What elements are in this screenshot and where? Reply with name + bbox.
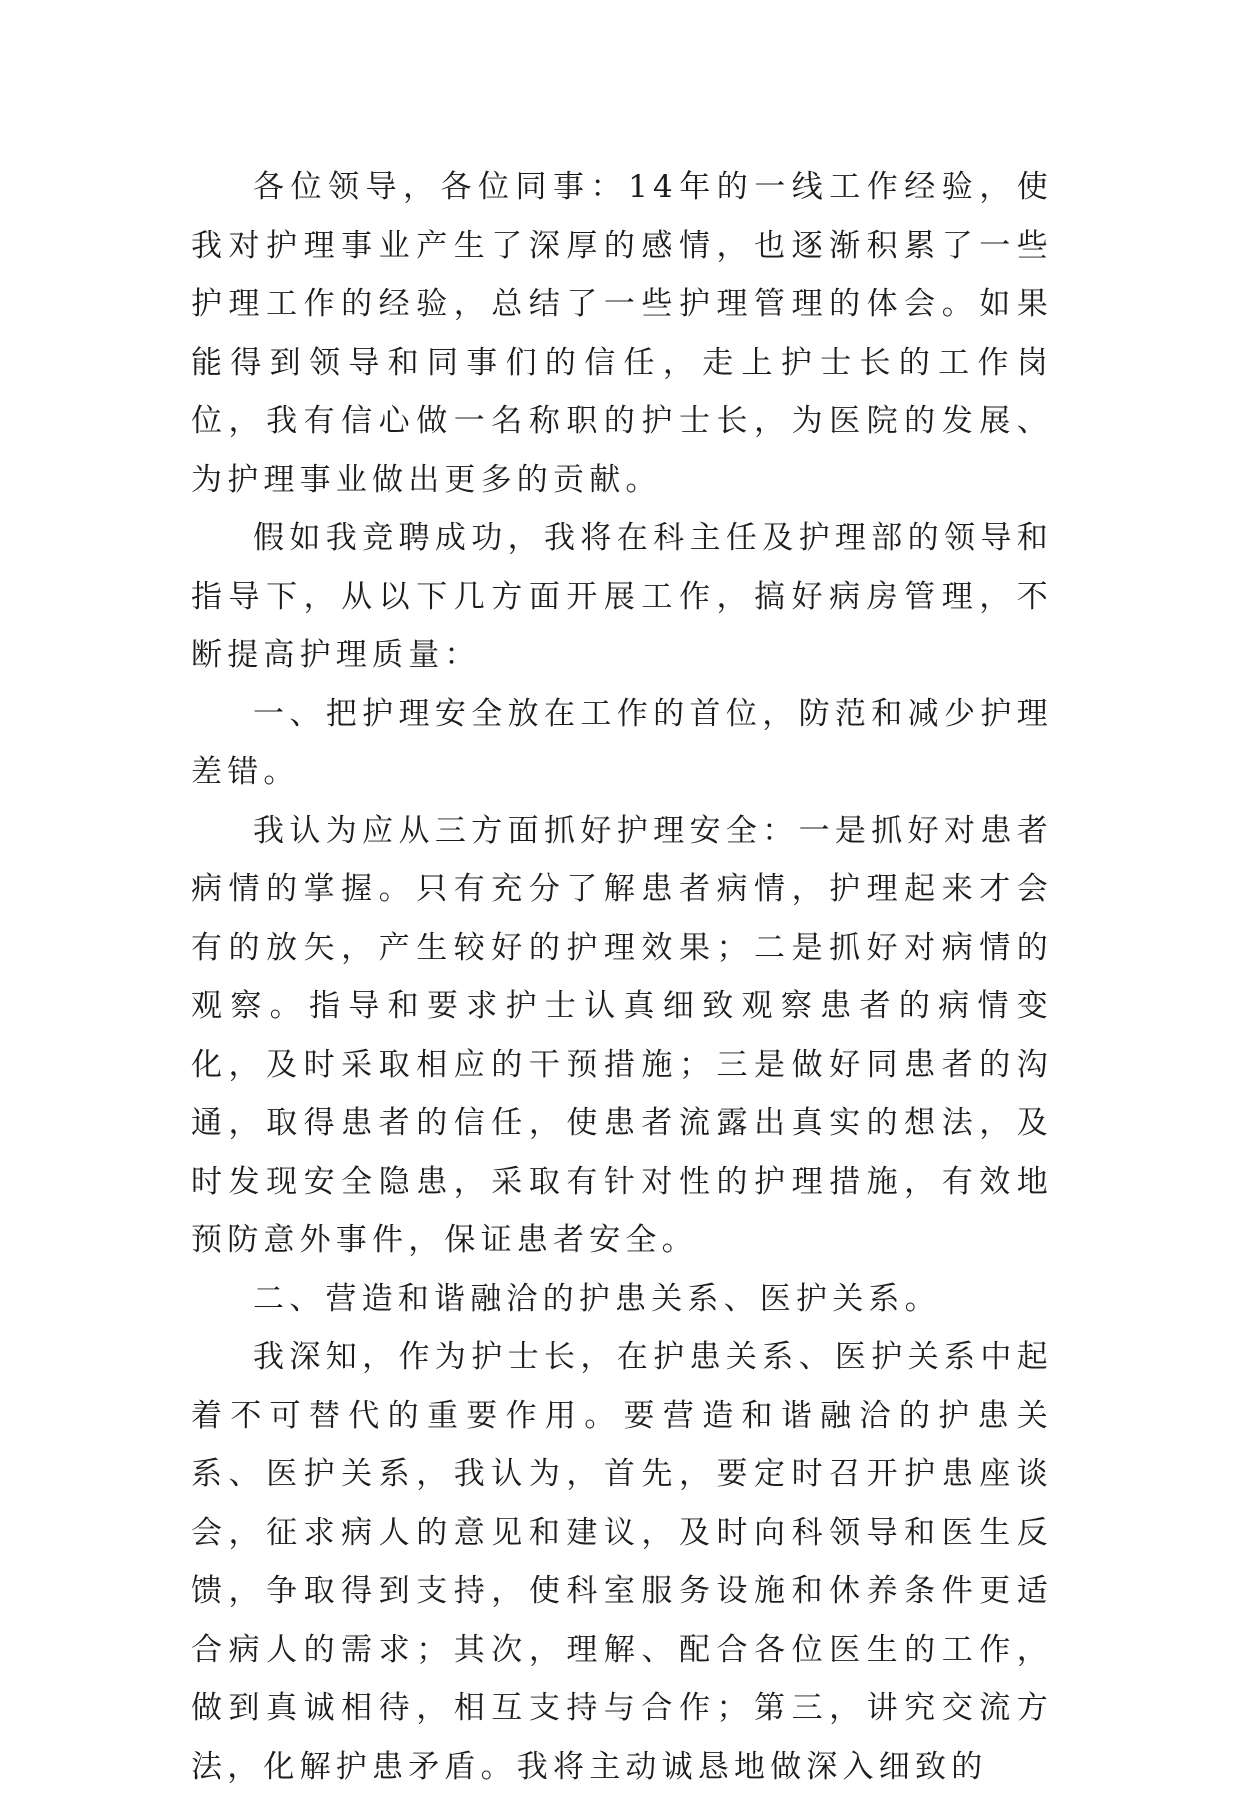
paragraph-plan: 假如我竞聘成功，我将在科主任及护理部的领导和指导下，从以下几方面开展工作，搞好病房管理，不断提高护理质量： [191,520,1053,673]
paragraph-relations: 我深知，作为护士长，在护患关系、医护关系中起着不可替代的重要作用。要营造和谐融洽的护患关系、医护关系，我认为，首先，要定时召开护患座谈会，征求病人的意见和建议，及时向科领导和医生反馈，争取得到支持，使科室服务设施和休养条件更适合病人的需求；其次，理解、配合各位医生的工作，做到真诚相待，相互支持与合作；第三，讲究交流方法，化解护患矛盾。我将主动诚恳地做深入细致的 [191,1339,1053,1785]
document-body [191,158,1053,1796]
paragraph-safety: 我认为应从三方面抓好护理安全：一是抓好对患者病情的掌握。只有充分了解患者病情，护理起来才会有的放矢，产生较好的护理效果；二是抓好对病情的观察。指导和要求护士认真细致观察患者的病情变化，及时采取相应的干预措施；三是做好同患者的沟通，取得患者的信任，使患者流露出真实的想法，及时发现安全隐患，采取有针对性的护理措施，有效地预防意外事件，保证患者安全。 [191,812,1053,1258]
paragraph-intro: 各位领导，各位同事：14年的一线工作经验，使我对护理事业产生了深厚的感情，也逐渐积累了一些护理工作的经验，总结了一些护理管理的体会。如果能得到领导和同事们的信任，走上护士长的工作岗位，我有信心做一名称职的护士长，为医院的发展、为护理事业做出更多的贡献。 [191,169,1053,498]
section-heading-1: 一、把护理安全放在工作的首位，防范和减少护理差错。 [191,695,1053,790]
section-heading-2: 二、营造和谐融洽的护患关系、医护关系。 [253,1280,941,1317]
